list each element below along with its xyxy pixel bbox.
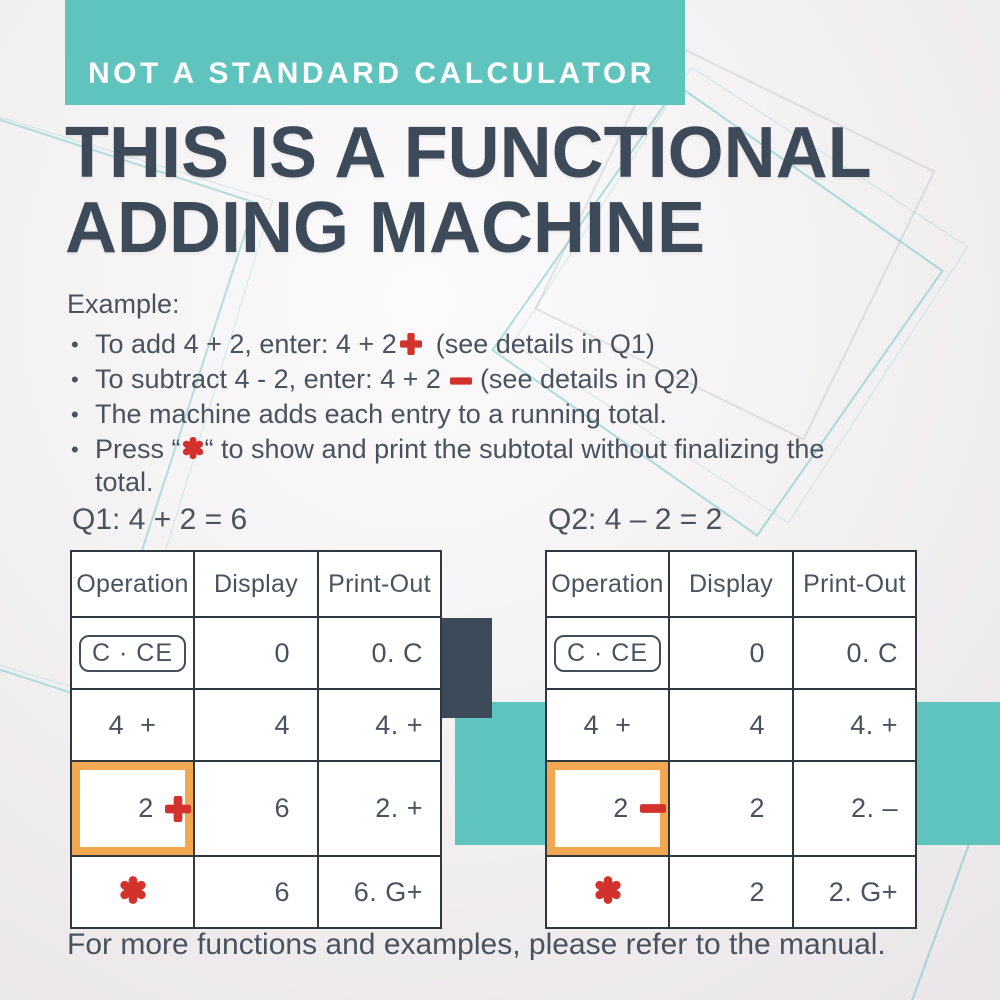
q2-label: Q2: 4 – 2 = 2 bbox=[548, 503, 723, 536]
table-row bbox=[546, 689, 916, 761]
bullet1-text-before: To add 4 + 2, enter: 4 + 2 bbox=[95, 329, 397, 359]
asterisk-icon bbox=[593, 875, 623, 905]
example-section bbox=[67, 288, 837, 501]
example-bullet-2 bbox=[67, 363, 837, 396]
q2-r4-display: 2 bbox=[669, 856, 793, 928]
q2-table bbox=[545, 550, 917, 929]
q2-r1-print: 0. C bbox=[793, 617, 916, 689]
asterisk-icon bbox=[181, 436, 205, 460]
q1-header-display: Display bbox=[194, 551, 318, 617]
table-row bbox=[71, 617, 441, 689]
q2-r3-print: 2. – bbox=[793, 761, 916, 856]
q1-r2-operation: 4 + bbox=[71, 689, 194, 761]
minus-icon bbox=[450, 377, 472, 385]
plus-icon bbox=[165, 796, 191, 822]
q1-r4-print: 6. G+ bbox=[318, 856, 441, 928]
bullet2-text-before: To subtract 4 - 2, enter: 4 + 2 bbox=[95, 364, 441, 394]
q2-r4-operation bbox=[546, 856, 669, 928]
example-bullet-4 bbox=[67, 433, 837, 499]
minus-icon bbox=[640, 804, 666, 813]
q2-r2-display: 4 bbox=[669, 689, 793, 761]
q2-header-printout: Print-Out bbox=[793, 551, 916, 617]
bullet-dot: • bbox=[71, 332, 79, 357]
example-bullet-1 bbox=[67, 328, 837, 361]
q1-r4-display: 6 bbox=[194, 856, 318, 928]
q1-r3-operation-highlighted bbox=[71, 761, 194, 856]
q1-header-operation: Operation bbox=[71, 551, 194, 617]
q2-header-operation: Operation bbox=[546, 551, 669, 617]
q2-r4-print: 2. G+ bbox=[793, 856, 916, 928]
footer-note: For more functions and examples, please refer to the manual. bbox=[67, 928, 886, 961]
table-row bbox=[546, 617, 916, 689]
bullet1-text-after: (see details in Q1) bbox=[435, 329, 655, 359]
q2-r2-print: 4. + bbox=[793, 689, 916, 761]
q1-r2-display: 4 bbox=[194, 689, 318, 761]
bullet2-text-after: (see details in Q2) bbox=[479, 364, 700, 394]
q1-label: Q1: 4 + 2 = 6 bbox=[72, 503, 248, 536]
clear-key-label: C · CE bbox=[554, 635, 661, 672]
heading-line2: ADDING MACHINE bbox=[65, 188, 705, 268]
table-row bbox=[546, 761, 916, 856]
table-row bbox=[71, 689, 441, 761]
q1-r3-display: 6 bbox=[194, 761, 318, 856]
asterisk-icon bbox=[118, 875, 148, 905]
bullet4-text-before: Press “ bbox=[95, 434, 181, 464]
q2-r3-display: 2 bbox=[669, 761, 793, 856]
q1-r1-display: 0 bbox=[194, 617, 318, 689]
q1-r1-print: 0. C bbox=[318, 617, 441, 689]
bullet3-text: The machine adds each entry to a running total. bbox=[95, 399, 667, 429]
q1-header-printout: Print-Out bbox=[318, 551, 441, 617]
q2-r3-operation-highlighted bbox=[546, 761, 669, 856]
q1-table bbox=[70, 550, 442, 929]
banner-label: NOT A STANDARD CALCULATOR bbox=[88, 57, 655, 90]
heading-line1: THIS IS A FUNCTIONAL bbox=[65, 113, 872, 193]
table-header-row bbox=[546, 551, 916, 617]
q1-r4-operation bbox=[71, 856, 194, 928]
q2-header-display: Display bbox=[669, 551, 793, 617]
bullet-dot: • bbox=[71, 437, 79, 462]
table-row bbox=[71, 761, 441, 856]
decor-dark-rectangle bbox=[441, 618, 492, 718]
bullet-dot: • bbox=[71, 367, 79, 392]
q2-r1-display: 0 bbox=[669, 617, 793, 689]
example-bullet-3 bbox=[67, 398, 837, 431]
table-header-row bbox=[71, 551, 441, 617]
main-heading bbox=[65, 113, 872, 268]
bullet4-text-after: “ to show and print the subtotal without finalizing the total. bbox=[95, 434, 825, 497]
q1-r3-operand: 2 bbox=[138, 793, 154, 823]
bullet-dot: • bbox=[71, 402, 79, 427]
clear-key-label: C · CE bbox=[79, 635, 186, 672]
table-row bbox=[546, 856, 916, 928]
q2-r3-operand: 2 bbox=[613, 793, 629, 823]
q2-r2-operation: 4 + bbox=[546, 689, 669, 761]
banner bbox=[65, 0, 685, 105]
example-title: Example: bbox=[67, 289, 180, 319]
plus-icon bbox=[400, 333, 422, 355]
q1-r2-print: 4. + bbox=[318, 689, 441, 761]
table-row bbox=[71, 856, 441, 928]
q1-r3-print: 2. + bbox=[318, 761, 441, 856]
